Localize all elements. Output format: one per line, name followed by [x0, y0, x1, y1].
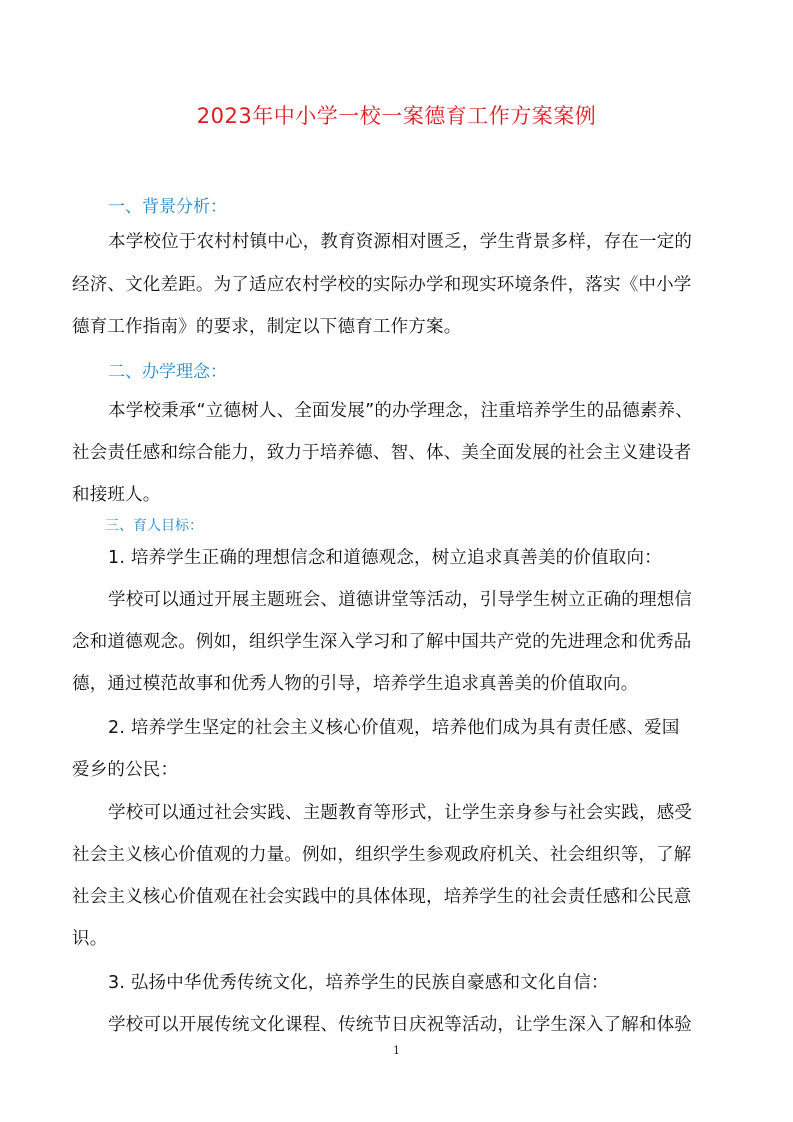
paragraph-line: 德，通过模范故事和优秀人物的引导，培养学生追求真善美的价值取向。 [72, 674, 639, 694]
paragraph-line: 和接班人。 [72, 485, 161, 505]
paragraph-line: 社会主义核心价值观的力量。例如，组织学生参观政府机关、社会组织等，了解 [72, 845, 692, 865]
paragraph-line: 本学校位于农村村镇中心，教育资源相对匮乏，学生背景多样，存在一定的 [108, 232, 693, 252]
section-heading-background: 一、背景分析： [108, 197, 227, 217]
paragraph-line: 德育工作指南》的要求，制定以下德育工作方案。 [72, 317, 462, 337]
goal-heading: 2. 培养学生坚定的社会主义核心价值观，培养他们成为具有责任感、爱国 [108, 718, 680, 738]
paragraph-line: 社会责任感和综合能力，致力于培养德、智、体、美全面发展的社会主义建设者 [72, 443, 692, 463]
goal-heading: 爱乡的公民： [72, 760, 179, 780]
paragraph-line: 学校可以通过开展主题班会、道德讲堂等活动，引导学生树立正确的理想信 [108, 590, 693, 610]
goal-heading: 1. 培养学生正确的理想信念和道德观念，树立追求真善美的价值取向： [108, 548, 662, 568]
section-heading-philosophy: 二、办学理念： [108, 362, 227, 382]
paragraph-line: 学校可以开展传统文化课程、传统节日庆祝等活动，让学生深入了解和体验 [108, 1015, 693, 1035]
goal-heading: 3. 弘扬中华优秀传统文化，培养学生的民族自豪感和文化自信： [108, 973, 609, 993]
page-number: 1 [393, 1044, 400, 1057]
paragraph-line: 学校可以通过社会实践、主题教育等形式，让学生亲身参与社会实践，感受 [108, 803, 693, 823]
paragraph-line: 念和道德观念。例如，组织学生深入学习和了解中国共产党的先进理念和优秀品 [72, 632, 692, 652]
document-title: 2023年中小学一校一案德育工作方案案例 [196, 104, 597, 128]
paragraph-line: 识。 [72, 929, 108, 949]
paragraph-line: 社会主义核心价值观在社会实践中的具体体现，培养学生的社会责任感和公民意 [72, 887, 692, 907]
paragraph-line: 本学校秉承“立德树人、全面发展”的办学理念，注重培养学生的品德素养、 [108, 401, 693, 421]
section-heading-goals: 三、育人目标： [105, 518, 203, 534]
paragraph-line: 经济、文化差距。为了适应农村学校的实际办学和现实环境条件，落实《中小学 [72, 275, 692, 295]
